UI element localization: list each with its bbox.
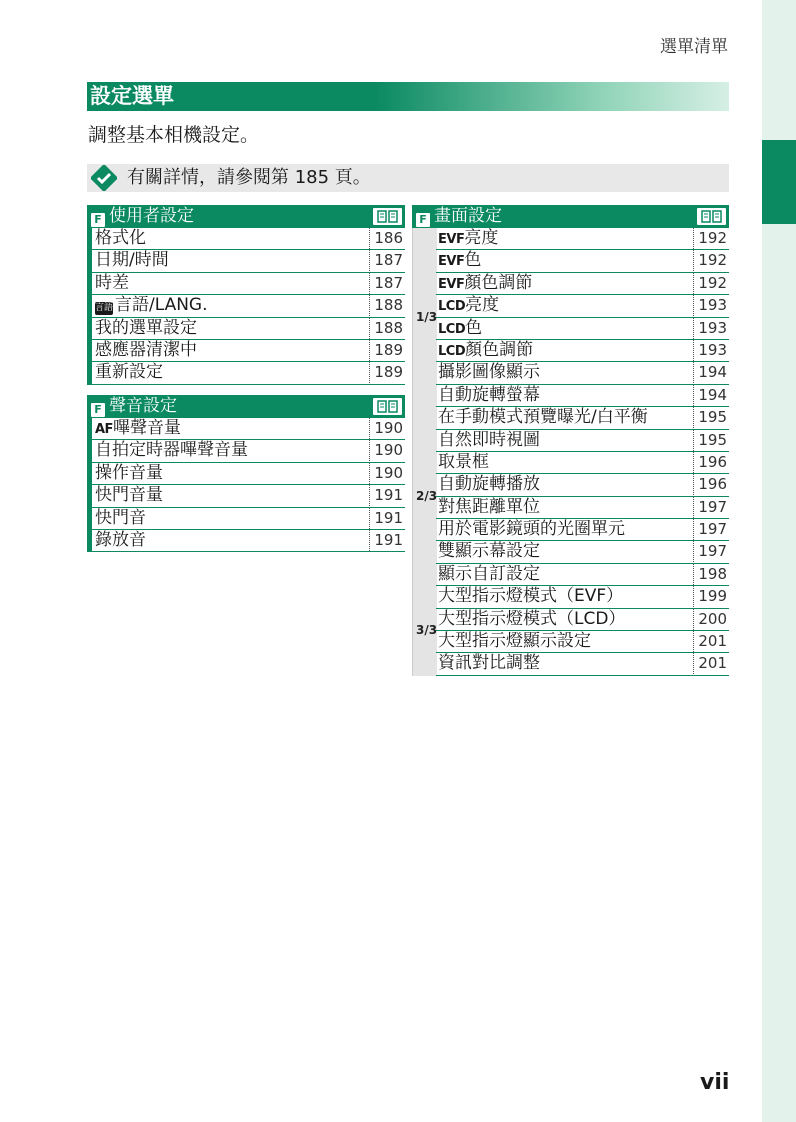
intro-text: 調整基本相機設定。 — [88, 124, 260, 146]
page-ref: 190 — [369, 463, 403, 484]
menu-item-label — [438, 385, 540, 405]
menu-row — [436, 541, 729, 563]
page-ref: 190 — [369, 440, 403, 461]
page-ref: 197 — [693, 541, 727, 562]
menu-item-label — [95, 362, 163, 382]
page-ref: 190 — [369, 418, 403, 439]
page-ref: 193 — [693, 340, 727, 361]
menu-item-label — [95, 418, 181, 438]
note-icon — [91, 165, 117, 191]
menu-item-label — [438, 631, 591, 651]
page-number: vii — [700, 1070, 730, 1095]
page-ref: 194 — [693, 385, 727, 406]
item-text: 時差 — [95, 272, 129, 293]
note-text: 有關詳情，請參閱第 185 頁。 — [127, 167, 371, 188]
menu-item-label — [438, 541, 540, 561]
item-badge: EVF — [438, 232, 465, 247]
item-text: 自然即時視圖 — [438, 429, 540, 450]
sound-settings-title: 聲音設定 — [109, 396, 177, 416]
menu-row — [87, 250, 405, 272]
chapter-tab — [762, 140, 796, 224]
item-text: 自拍定時器嗶聲音量 — [95, 440, 248, 461]
item-text: 自動旋轉螢幕 — [438, 384, 540, 405]
menu-item-label — [95, 485, 163, 505]
menu-row — [87, 530, 405, 552]
menu-row — [436, 340, 729, 362]
item-text: 顏色調節 — [464, 272, 533, 293]
item-text: 大型指示燈模式（LCD） — [438, 608, 626, 629]
menu-item-label — [438, 564, 540, 584]
page-group-fraction: 2/3 — [416, 488, 438, 503]
menu-row — [436, 273, 729, 295]
menu-item-label — [438, 407, 648, 427]
menu-item-label — [438, 653, 540, 673]
item-text: 對焦距離單位 — [438, 496, 540, 517]
page-ref: 189 — [369, 340, 403, 361]
page-group-marker — [412, 586, 437, 676]
item-text: 格式化 — [95, 228, 146, 248]
page-ref: 191 — [369, 508, 403, 529]
page-ref: 192 — [693, 250, 727, 271]
menu-row — [87, 508, 405, 530]
menu-item-label — [95, 273, 129, 293]
page-ref: 186 — [369, 228, 403, 249]
item-badge: LCD — [438, 321, 466, 337]
menu-item-label — [95, 228, 146, 248]
language-icon: 言語 — [95, 303, 114, 314]
page-ref: 195 — [693, 430, 727, 451]
menu-row — [87, 295, 405, 317]
menu-item-label — [438, 273, 532, 293]
menu-row — [436, 385, 729, 407]
user-settings-header — [87, 205, 405, 228]
item-text: 雙顯示幕設定 — [438, 541, 540, 562]
menu-row — [87, 485, 405, 507]
page-ref: 193 — [693, 295, 727, 316]
running-head: 選單清單 — [660, 37, 728, 57]
page-group-marker — [412, 228, 437, 407]
item-text: 嗶聲音量 — [112, 418, 181, 438]
item-text: 攝影圖像顯示 — [438, 362, 540, 383]
page-ref: 192 — [693, 228, 727, 249]
menu-row — [436, 452, 729, 474]
menu-item-label — [438, 452, 489, 472]
menu-row — [436, 407, 729, 429]
book-icon — [373, 398, 402, 415]
page-ref: 196 — [693, 474, 727, 495]
user-settings-title: 使用者設定 — [109, 206, 194, 226]
menu-row — [436, 430, 729, 452]
page-ref: 198 — [693, 564, 727, 585]
page-ref: 191 — [369, 485, 403, 506]
screen-settings-title: 畫面設定 — [434, 206, 502, 226]
page-ref: 194 — [693, 362, 727, 383]
menu-row — [87, 228, 405, 250]
menu-row — [436, 653, 729, 675]
menu-row — [436, 609, 729, 631]
item-text: 操作音量 — [95, 462, 163, 483]
screen-settings-header — [412, 205, 729, 228]
menu-row — [87, 340, 405, 362]
menu-row — [436, 228, 729, 250]
screen-settings-table — [412, 205, 729, 676]
menu-item-label — [95, 508, 146, 528]
menu-item-label — [438, 609, 625, 629]
item-text: 我的選單設定 — [95, 317, 197, 338]
item-text: 用於電影鏡頭的光圈單元 — [438, 519, 625, 540]
page-ref: 189 — [369, 362, 403, 383]
page-ref: 201 — [693, 631, 727, 652]
menu-item-label — [95, 340, 197, 360]
page-ref: 188 — [369, 295, 403, 316]
page-ref: 192 — [693, 273, 727, 294]
menu-row — [87, 418, 405, 440]
page-ref: 197 — [693, 519, 727, 540]
sound-settings-table — [87, 395, 405, 552]
page-group-marker — [412, 407, 437, 586]
menu-item-label — [95, 440, 248, 460]
item-badge: AF — [95, 422, 113, 437]
item-text: 亮度 — [464, 228, 499, 248]
menu-item-label — [438, 474, 540, 494]
menu-item-label — [95, 463, 163, 483]
item-text: 在手動模式預覽曝光/白平衡 — [438, 407, 648, 428]
section-title: 設定選單 — [87, 82, 729, 111]
page-ref: 200 — [693, 609, 727, 630]
note-box — [87, 164, 729, 192]
menu-row — [436, 586, 729, 608]
menu-row — [436, 564, 729, 586]
item-text: 色 — [465, 317, 483, 338]
book-icon — [373, 208, 402, 225]
page-ref: 191 — [369, 530, 403, 551]
menu-item-label — [438, 295, 499, 315]
menu-row — [436, 631, 729, 653]
page-ref: 187 — [369, 250, 403, 271]
menu-row — [436, 295, 729, 317]
menu-item-label — [438, 497, 540, 517]
page-ref: 188 — [369, 318, 403, 339]
menu-row — [87, 318, 405, 340]
menu-row — [87, 463, 405, 485]
item-text: 顏色調節 — [465, 339, 534, 360]
menu-row — [436, 250, 729, 272]
menu-item-label — [438, 430, 540, 450]
wrench-icon: F — [91, 213, 105, 227]
menu-item-label — [438, 228, 498, 248]
book-icon — [697, 208, 726, 225]
item-text: 顯示自訂設定 — [438, 563, 540, 584]
item-text: 感應器清潔中 — [95, 339, 197, 360]
menu-row — [87, 362, 405, 384]
menu-item-label — [438, 340, 533, 360]
menu-row — [436, 474, 729, 496]
item-text: 亮度 — [465, 295, 500, 316]
page-ref: 197 — [693, 497, 727, 518]
wrench-icon: F — [416, 213, 430, 227]
page-ref: 201 — [693, 653, 727, 674]
menu-row — [87, 273, 405, 295]
user-settings-table — [87, 205, 405, 385]
page-ref: 196 — [693, 452, 727, 473]
menu-item-label — [438, 362, 540, 382]
item-text: 大型指示燈顯示設定 — [438, 631, 591, 652]
item-text: 言語/LANG. — [115, 295, 208, 316]
item-text: 重新設定 — [95, 362, 163, 383]
page-ref: 187 — [369, 273, 403, 294]
menu-item-label — [95, 250, 169, 270]
menu-item-label — [95, 318, 197, 338]
item-text: 自動旋轉播放 — [438, 474, 540, 495]
wrench-icon: F — [91, 403, 105, 417]
menu-row — [436, 519, 729, 541]
item-text: 色 — [464, 250, 482, 271]
item-badge: LCD — [438, 343, 466, 359]
menu-item-label — [438, 318, 482, 338]
menu-item-label — [438, 519, 625, 539]
menu-row — [436, 318, 729, 340]
menu-item-label — [438, 250, 481, 270]
item-badge: EVF — [438, 254, 465, 270]
item-badge: EVF — [438, 276, 465, 292]
item-text: 資訊對比調整 — [438, 653, 540, 674]
page-ref: 195 — [693, 407, 727, 428]
item-text: 日期/時間 — [95, 250, 169, 271]
item-text: 錄放音 — [95, 529, 146, 550]
item-text: 快門音量 — [95, 485, 163, 506]
page-group-fraction: 3/3 — [416, 623, 438, 638]
menu-item-label — [95, 530, 146, 550]
page-ref: 199 — [693, 586, 727, 607]
menu-row — [87, 440, 405, 462]
menu-row — [436, 497, 729, 519]
item-text: 大型指示燈模式（EVF） — [438, 586, 624, 607]
page-ref: 193 — [693, 318, 727, 339]
menu-item-label — [438, 586, 623, 606]
sound-settings-header — [87, 395, 405, 418]
menu-item-label — [95, 295, 208, 315]
page-group-fraction: 1/3 — [416, 309, 438, 324]
menu-row — [436, 362, 729, 384]
item-text: 取景框 — [438, 451, 489, 472]
item-badge: LCD — [438, 299, 466, 315]
item-text: 快門音 — [95, 507, 146, 528]
